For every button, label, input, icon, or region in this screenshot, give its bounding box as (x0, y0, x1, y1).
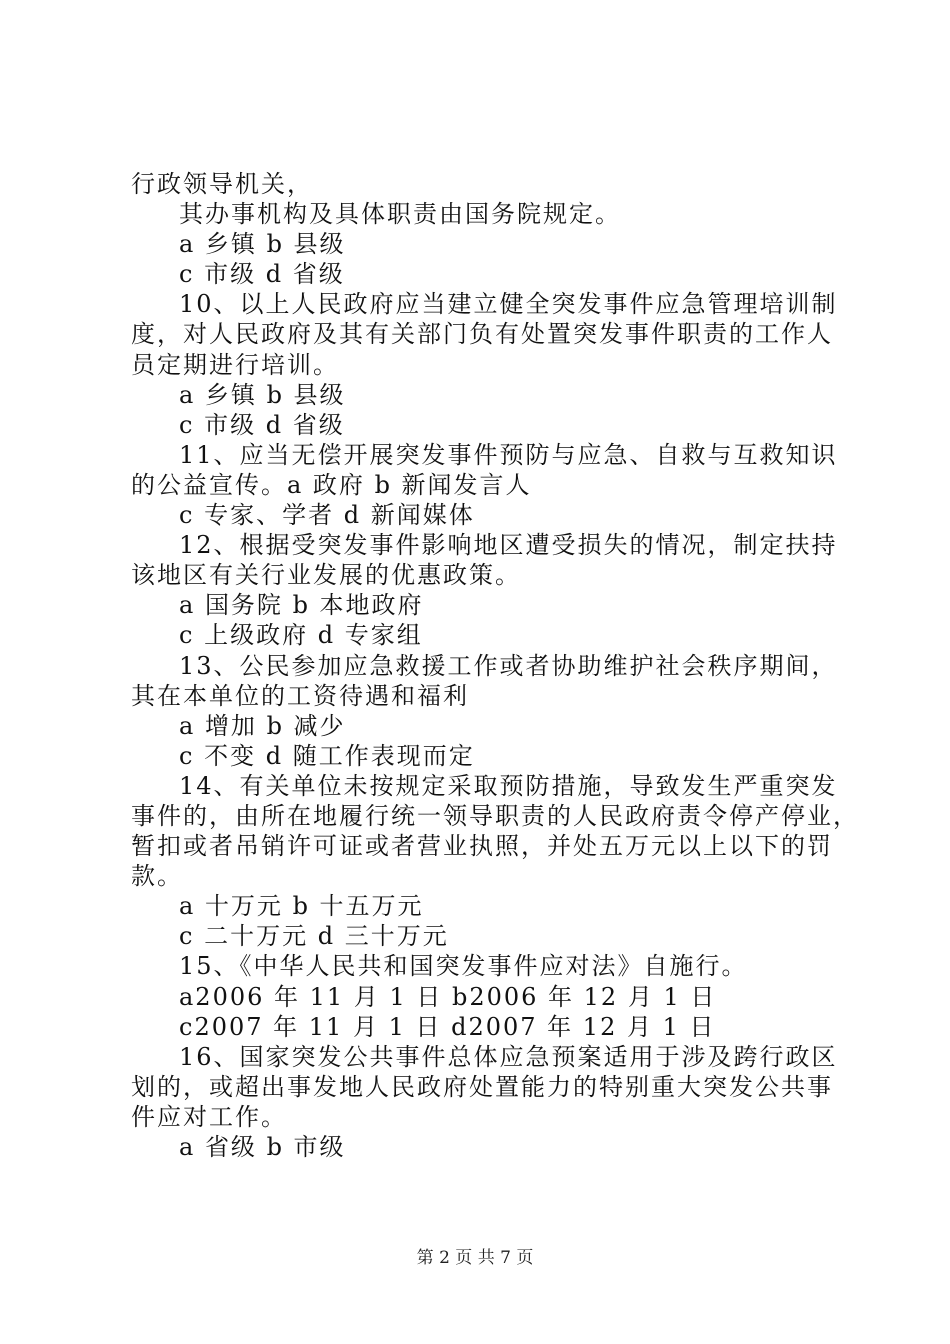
option-line: a 国务院 b 本地政府 (179, 591, 424, 620)
question-12: 12、根据受突发事件影响地区遭受损失的情况，制定扶持 (179, 531, 838, 560)
option-line: c 二十万元 d 三十万元 (179, 922, 449, 951)
text-line: 其办事机构及具体职责由国务院规定。 (179, 200, 621, 229)
text-line: 事件的，由所在地履行统一领导职责的人民政府责令停产停业， (131, 801, 859, 830)
text-line: 该地区有关行业发展的优惠政策。 (131, 561, 521, 590)
question-14: 14、有关单位未按规定采取预防措施，导致发生严重突发 (179, 771, 838, 800)
option-line: c 上级政府 d 专家组 (179, 621, 423, 650)
option-line: a 十万元 b 十五万元 (179, 892, 424, 921)
option-line: c 不变 d 随工作表现而定 (179, 741, 475, 770)
question-11: 11、应当无偿开展突发事件预防与应急、自救与互救知识 (179, 440, 838, 469)
text-line: 行政领导机关， (131, 170, 313, 198)
question-15: 15、《中华人民共和国突发事件应对法》自施行。 (179, 952, 748, 981)
option-line: c2007 年 11 月 1 日 d2007 年 12 月 1 日 (179, 1012, 716, 1041)
option-line: a 乡镇 b 县级 (179, 230, 346, 259)
text-line: 度，对人民政府及其有关部门负有处置突发事件职责的工作人 (131, 320, 833, 349)
text-line: 件应对工作。 (131, 1102, 287, 1131)
text-line: 暂扣或者吊销许可证或者营业执照，并处五万元以上以下的罚 (131, 832, 833, 861)
option-line: a 增加 b 减少 (179, 711, 346, 740)
question-13: 13、公民参加应急救援工作或者协助维护社会秩序期间， (179, 651, 838, 680)
document-body (131, 169, 859, 1162)
option-line: c 专家、学者 d 新闻媒体 (179, 501, 475, 530)
text-line: 款。 (131, 862, 183, 891)
text-line: 划的，或超出事发地人民政府处置能力的特别重大突发公共事 (131, 1072, 833, 1101)
option-line: a2006 年 11 月 1 日 b2006 年 12 月 1 日 (179, 982, 717, 1011)
option-line: c 市级 d 省级 (179, 260, 345, 289)
option-line: a 乡镇 b 县级 (179, 380, 346, 409)
text-line: 其在本单位的工资待遇和福利 (131, 681, 469, 710)
text-line: 员定期进行培训。 (131, 350, 339, 379)
question-10: 10、以上人民政府应当建立健全突发事件应急管理培训制 (179, 290, 838, 319)
text-line: 的公益宣传。a 政府 b 新闻发言人 (131, 470, 532, 499)
option-line: c 市级 d 省级 (179, 410, 345, 439)
question-16: 16、国家突发公共事件总体应急预案适用于涉及跨行政区 (179, 1042, 838, 1071)
page-footer: 第 2 页 共 7 页 (416, 1248, 534, 1268)
option-line: a 省级 b 市级 (179, 1133, 346, 1161)
